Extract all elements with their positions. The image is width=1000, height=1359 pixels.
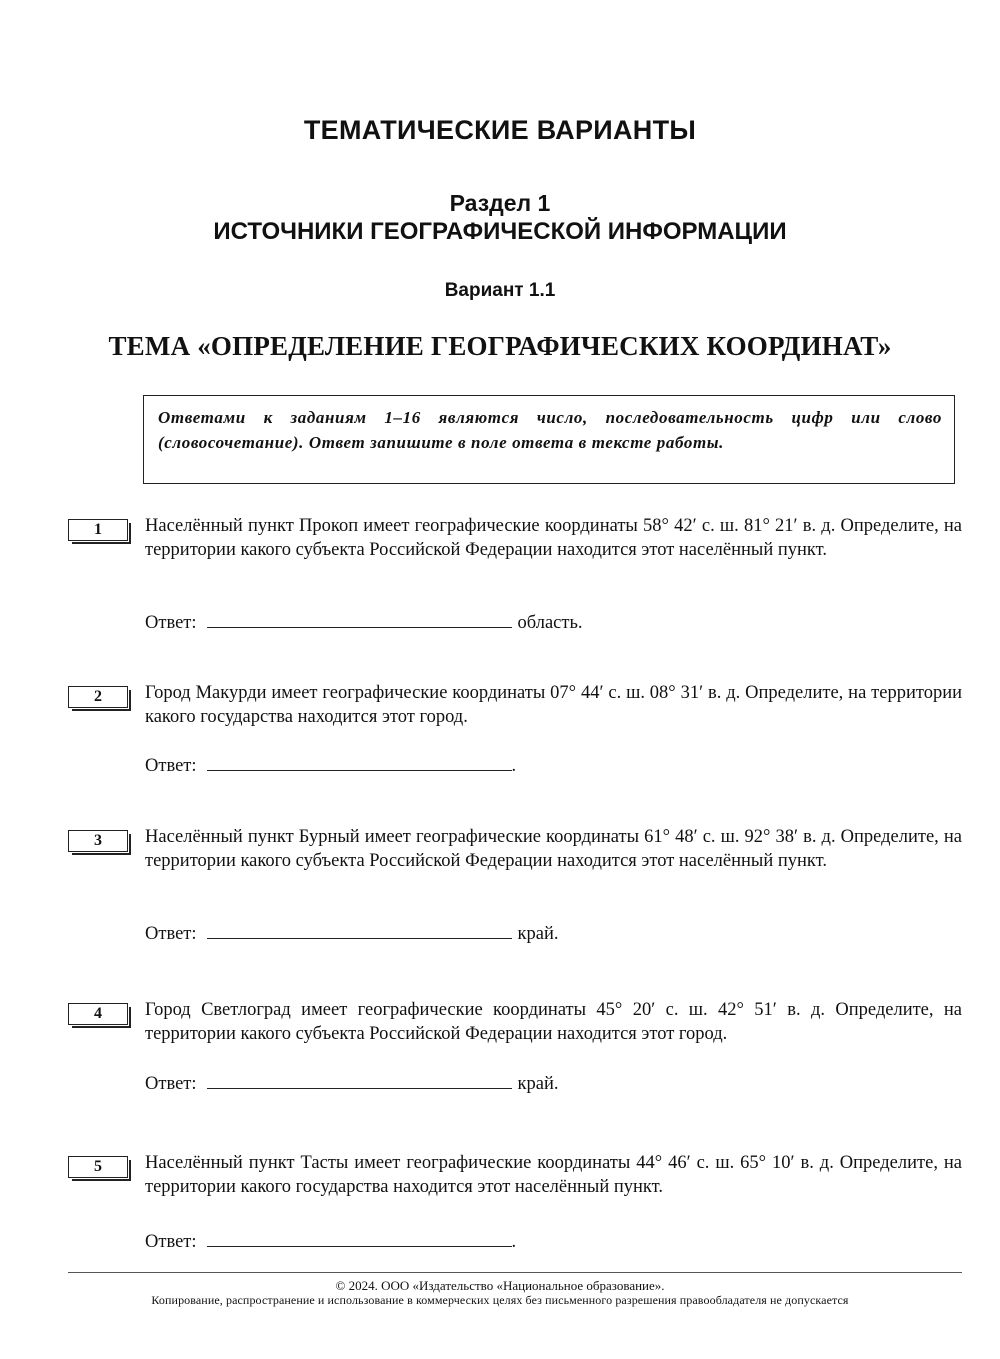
section-title: ИСТОЧНИКИ ГЕОГРАФИЧЕСКОЙ ИНФОРМАЦИИ: [213, 218, 787, 245]
answer-suffix: .: [511, 1232, 517, 1252]
answer-suffix: край.: [517, 924, 559, 944]
section-number: Раздел 1: [449, 190, 551, 216]
task-number-box: 1: [68, 519, 128, 541]
answer-row: [145, 920, 559, 945]
task-text: Город Светлоград имеет географические координаты 45° 20′ с. ш. 42° 51′ в. д. Определите, на территории какого субъекта Российской Федерации находится этот город.: [145, 1000, 962, 1044]
answer-field[interactable]: [207, 609, 512, 628]
task-number-box: 2: [68, 686, 128, 708]
task-number-box: 5: [68, 1156, 128, 1178]
footer-divider: [68, 1272, 962, 1273]
answer-label: Ответ:: [145, 756, 197, 776]
answer-field[interactable]: [207, 752, 512, 771]
answer-row: [145, 752, 516, 777]
answer-suffix: .: [511, 756, 517, 776]
answer-label: Ответ:: [145, 613, 197, 633]
answer-field[interactable]: [207, 1070, 512, 1089]
footer-copyright: © 2024. ООО «Издательство «Национальное образование».: [335, 1278, 665, 1293]
answer-field[interactable]: [207, 1228, 512, 1247]
instructions-box: Ответами к заданиям 1–16 являются число, последовательность цифр или слово (словосочетание). Ответ запишите в поле ответа в тексте работы.: [143, 395, 955, 484]
task-number-box: 3: [68, 830, 128, 852]
answer-suffix: край.: [517, 1074, 559, 1094]
task-number-box: 4: [68, 1003, 128, 1025]
task-text: Населённый пункт Тасты имеет географические координаты 44° 46′ с. ш. 65° 10′ в. д. Определите, на территории какого государства находится этот населённый пункт.: [145, 1153, 962, 1197]
topic-title: ТЕМА «ОПРЕДЕЛЕНИЕ ГЕОГРАФИЧЕСКИХ КООРДИНАТ»: [108, 331, 892, 361]
footer-notice: Копирование, распространение и использование в коммерческих целях без письменного разрешения правообладателя не допускается: [151, 1293, 849, 1307]
answer-row: [145, 1228, 516, 1253]
answer-row: [145, 1070, 559, 1095]
page-title: ТЕМАТИЧЕСКИЕ ВАРИАНТЫ: [303, 115, 697, 145]
answer-label: Ответ:: [145, 1232, 197, 1252]
task-text: Город Макурди имеет географические координаты 07° 44′ с. ш. 08° 31′ в. д. Определите, на территории какого государства находится этот город.: [145, 683, 962, 727]
variant-label: Вариант 1.1: [444, 280, 556, 301]
answer-label: Ответ:: [145, 924, 197, 944]
answer-label: Ответ:: [145, 1074, 197, 1094]
answer-suffix: область.: [517, 613, 583, 633]
answer-field[interactable]: [207, 920, 512, 939]
task-text: Населённый пункт Прокоп имеет географические координаты 58° 42′ с. ш. 81° 21′ в. д. Определите, на территории какого субъекта Российской Федерации находится этот населённый пункт.: [145, 516, 962, 560]
task-text: Населённый пункт Бурный имеет географические координаты 61° 48′ с. ш. 92° 38′ в. д. Определите, на территории какого субъекта Российской Федерации находится этот населённый пункт.: [145, 827, 962, 871]
answer-row: [145, 609, 583, 634]
